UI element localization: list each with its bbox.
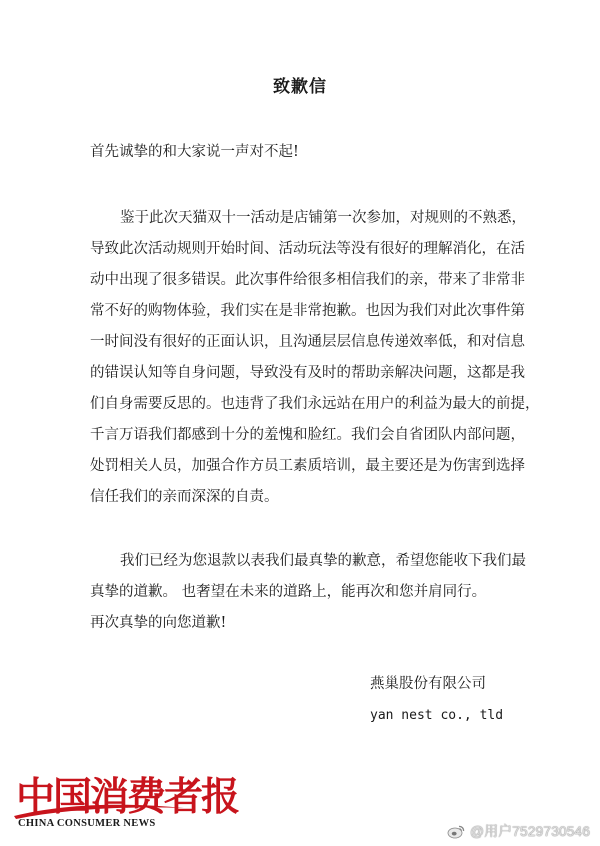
paragraph-1-line: 鉴于此次天猫双十一活动是店铺第一次参加，对规则的不熟悉， bbox=[120, 210, 526, 226]
watermark-text: @用户7529730546 bbox=[469, 823, 590, 839]
letter-title: 致歉信 bbox=[273, 77, 327, 97]
paragraph-1-line: 处罚相关人员，加强合作方员工素质培训，最主要还是为伤害到选择 bbox=[90, 458, 525, 474]
paragraph-1-line: 信任我们的亲而深深的自责。 bbox=[90, 489, 279, 505]
paragraph-1-line: 动中出现了很多错误。此次事件给很多相信我们的亲，带来了非常非 bbox=[90, 272, 525, 288]
paragraph-1-line: 千言万语我们都感到十分的羞愧和脸红。我们会自省团队内部问题， bbox=[90, 427, 525, 443]
paragraph-1-line: 的错误认知等自身问题，导致没有及时的帮助亲解决问题，这都是我 bbox=[90, 365, 525, 381]
logo-swoosh-icon bbox=[12, 796, 187, 820]
china-consumer-news-logo bbox=[16, 766, 239, 836]
signature-company-cn: 燕巢股份有限公司 bbox=[370, 676, 486, 692]
logo-name-cn: 中国消费者报 bbox=[16, 774, 239, 820]
greeting-line: 首先诚挚的和大家说一声对不起! bbox=[90, 144, 299, 160]
paragraph-1-line: 常不好的购物体验，我们实在是非常抱歉。也因为我们对此次事件第 bbox=[90, 303, 525, 319]
paragraph-1-line: 们自身需要反思的。也违背了我们永远站在用户的利益为最大的前提， bbox=[90, 396, 540, 412]
paragraph-1-line: 导致此次活动规则开始时间、活动玩法等没有很好的理解消化，在活 bbox=[90, 241, 525, 257]
paragraph-2-line: 真挚的道歉。 也奢望在未来的道路上，能再次和您并肩同行。 bbox=[90, 584, 487, 600]
paragraph-2-line: 我们已经为您退款以表我们最真挚的歉意，希望您能收下我们最 bbox=[120, 553, 526, 569]
weibo-watermark bbox=[447, 821, 590, 841]
paragraph-1-line: 一时间没有很好的正面认识，且沟通层层信息传递效率低，和对信息 bbox=[90, 334, 525, 350]
weibo-icon bbox=[447, 824, 465, 839]
signature-company-en: yan nest co., tld bbox=[370, 708, 504, 723]
logo-name-en: CHINA CONSUMER NEWS bbox=[18, 818, 156, 829]
paragraph-2-line: 再次真挚的向您道歉! bbox=[90, 615, 227, 631]
